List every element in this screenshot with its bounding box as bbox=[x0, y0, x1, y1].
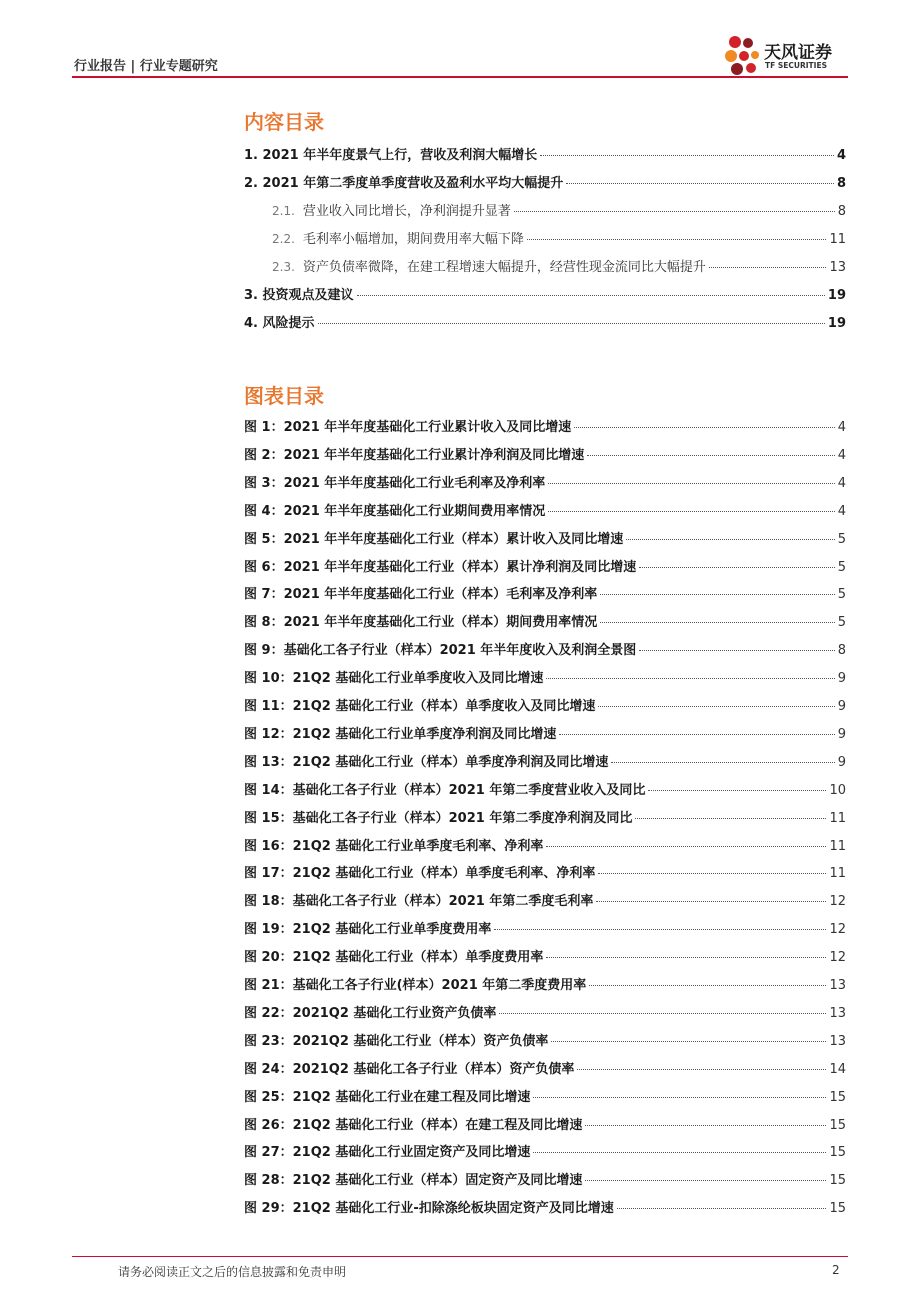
leader-dots bbox=[585, 1180, 826, 1181]
figure-entry-page: 15 bbox=[829, 1173, 846, 1189]
figure-entry[interactable] bbox=[244, 1030, 846, 1050]
toc-subentry-page: 11 bbox=[829, 232, 846, 247]
page-number: 2 bbox=[832, 1263, 840, 1277]
leader-dots bbox=[600, 594, 834, 595]
figure-entry-page: 9 bbox=[837, 754, 846, 770]
figure-entry[interactable] bbox=[244, 779, 846, 799]
toc-entry[interactable] bbox=[244, 172, 846, 192]
figure-entry-page: 15 bbox=[829, 1089, 846, 1105]
figure-entry[interactable] bbox=[244, 918, 846, 938]
leader-dots bbox=[546, 678, 834, 679]
toc-subentry-number: 2.1. bbox=[272, 204, 295, 218]
leader-dots bbox=[600, 622, 834, 623]
figure-entry[interactable] bbox=[244, 974, 846, 994]
figure-entry[interactable] bbox=[244, 416, 846, 436]
figure-entry-page: 4 bbox=[837, 475, 846, 491]
toc-subentry-number: 2.2. bbox=[272, 232, 295, 246]
figure-entry-text: 图 13：21Q2 基础化工行业（样本）单季度净利润及同比增速 bbox=[244, 754, 609, 770]
leader-dots bbox=[494, 929, 826, 930]
figure-entry[interactable] bbox=[244, 807, 846, 827]
figure-entry-page: 15 bbox=[829, 1201, 846, 1217]
figure-entry-page: 13 bbox=[829, 1033, 846, 1049]
figure-entry-page: 11 bbox=[829, 810, 846, 826]
leader-dots bbox=[577, 1069, 826, 1070]
toc-entry[interactable] bbox=[244, 284, 846, 304]
leader-dots bbox=[499, 1013, 826, 1014]
figure-entry-page: 4 bbox=[837, 503, 846, 519]
figure-entry-page: 4 bbox=[837, 420, 846, 435]
figure-entry[interactable] bbox=[244, 639, 846, 659]
toc-entry-text: 3. 投资观点及建议 bbox=[244, 288, 354, 303]
figure-entry[interactable] bbox=[244, 1058, 846, 1078]
figure-entry-page: 12 bbox=[829, 894, 846, 910]
leader-dots bbox=[357, 295, 825, 296]
figure-entry[interactable] bbox=[244, 1169, 846, 1189]
toc-entry-page: 19 bbox=[827, 316, 846, 331]
leader-dots bbox=[648, 790, 826, 791]
figure-entry-text: 图 27：21Q2 基础化工行业固定资产及同比增速 bbox=[244, 1145, 531, 1161]
leader-dots bbox=[540, 155, 834, 156]
footer-divider bbox=[72, 1256, 848, 1257]
leader-dots bbox=[566, 183, 834, 184]
figure-entry-page: 5 bbox=[837, 615, 846, 631]
figure-entry[interactable] bbox=[244, 1197, 846, 1217]
toc-entry-text: 1. 2021 年半年度景气上行，营收及利润大幅增长 bbox=[244, 148, 538, 163]
figure-entry-page: 8 bbox=[837, 643, 846, 659]
leader-dots bbox=[548, 511, 834, 512]
figure-entry-text: 图 28：21Q2 基础化工行业（样本）固定资产及同比增速 bbox=[244, 1173, 583, 1189]
tf-securities-logo bbox=[722, 34, 852, 78]
figure-entry-page: 5 bbox=[837, 587, 846, 603]
figure-entry[interactable] bbox=[244, 583, 846, 603]
figure-entry-text: 图 18：基础化工各子行业（样本）2021 年第二季度毛利率 bbox=[244, 894, 594, 910]
figure-entry[interactable] bbox=[244, 695, 846, 715]
figure-entry[interactable] bbox=[244, 611, 846, 631]
figure-entry-page: 9 bbox=[837, 699, 846, 714]
figure-entry-page: 9 bbox=[837, 726, 846, 742]
figure-entry-text: 图 6：2021 年半年度基础化工行业（样本）累计净利润及同比增速 bbox=[244, 559, 637, 575]
leader-dots bbox=[709, 267, 827, 268]
figure-entry[interactable] bbox=[244, 556, 846, 576]
toc-entry[interactable] bbox=[244, 312, 846, 332]
figure-entry-text: 图 17：21Q2 基础化工行业（样本）单季度毛利率、净利率 bbox=[244, 866, 596, 882]
figure-entry[interactable] bbox=[244, 444, 846, 464]
toc-subentry-text: 毛利率小幅增加，期间费用率大幅下降 bbox=[302, 232, 524, 247]
leader-dots bbox=[639, 650, 834, 651]
leader-dots bbox=[574, 427, 834, 428]
figure-entry[interactable] bbox=[244, 1086, 846, 1106]
report-type-header: 行业报告 | 行业专题研究 bbox=[74, 59, 218, 74]
figure-entry-page: 14 bbox=[829, 1061, 846, 1077]
toc-subentry-page: 8 bbox=[837, 204, 846, 219]
figure-entry-page: 4 bbox=[837, 447, 846, 463]
figure-entry-page: 11 bbox=[829, 838, 846, 854]
figure-entry[interactable] bbox=[244, 1002, 846, 1022]
toc-subentry-number: 2.3. bbox=[272, 260, 295, 274]
logo-petals-icon bbox=[722, 34, 764, 78]
leader-dots bbox=[514, 211, 835, 212]
figure-entry-page: 5 bbox=[837, 559, 846, 575]
logo-name: 天风证券 bbox=[764, 43, 832, 63]
figure-entry-page: 11 bbox=[829, 866, 846, 882]
disclaimer-text: 请务必阅读正文之后的信息披露和免责申明 bbox=[118, 1265, 347, 1279]
leader-dots bbox=[598, 873, 826, 874]
figure-entry-text: 图 15：基础化工各子行业（样本）2021 年第二季度净利润及同比 bbox=[244, 810, 633, 826]
figure-entry-text: 图 11：21Q2 基础化工行业（样本）单季度收入及同比增速 bbox=[244, 699, 596, 714]
leader-dots bbox=[546, 957, 826, 958]
figure-entry[interactable] bbox=[244, 723, 846, 743]
figure-entry-page: 5 bbox=[837, 531, 846, 547]
leader-dots bbox=[598, 706, 834, 707]
figures-title: 图表目录 bbox=[244, 384, 324, 408]
header-divider bbox=[72, 76, 848, 78]
toc-entry-page: 19 bbox=[827, 288, 846, 303]
figure-entry-text: 图 3：2021 年半年度基础化工行业毛利率及净利率 bbox=[244, 475, 546, 491]
figure-entry-page: 12 bbox=[829, 922, 846, 938]
toc-entry-text: 4. 风险提示 bbox=[244, 316, 315, 331]
figure-entry[interactable] bbox=[244, 751, 846, 771]
figure-entry-page: 13 bbox=[829, 978, 846, 993]
figure-entry-text: 图 10：21Q2 基础化工行业单季度收入及同比增速 bbox=[244, 671, 544, 687]
figure-entry[interactable] bbox=[244, 862, 846, 882]
figure-entry-text: 图 2：2021 年半年度基础化工行业累计净利润及同比增速 bbox=[244, 447, 585, 463]
leader-dots bbox=[596, 901, 826, 902]
figure-entry-page: 13 bbox=[829, 1005, 846, 1021]
leader-dots bbox=[617, 1208, 827, 1209]
figure-entry[interactable] bbox=[244, 528, 846, 548]
figure-entry-text: 图 21：基础化工各子行业(样本）2021 年第二季度费用率 bbox=[244, 978, 587, 993]
figure-entry-page: 15 bbox=[829, 1145, 846, 1161]
leader-dots bbox=[639, 567, 834, 568]
figure-entry-text: 图 25：21Q2 基础化工行业在建工程及同比增速 bbox=[244, 1089, 531, 1105]
figure-entry-text: 图 23：2021Q2 基础化工行业（样本）资产负债率 bbox=[244, 1033, 549, 1049]
leader-dots bbox=[546, 846, 826, 847]
toc-entry-text: 2. 2021 年第二季度单季度营收及盈利水平均大幅提升 bbox=[244, 176, 564, 191]
figure-entry-page: 12 bbox=[829, 950, 846, 966]
figure-entry-text: 图 8：2021 年半年度基础化工行业（样本）期间费用率情况 bbox=[244, 615, 598, 631]
figure-entry-text: 图 9：基础化工各子行业（样本）2021 年半年度收入及利润全景图 bbox=[244, 643, 637, 659]
leader-dots bbox=[611, 762, 834, 763]
figure-entry-page: 9 bbox=[837, 671, 846, 687]
figure-entry-text: 图 24：2021Q2 基础化工各子行业（样本）资产负债率 bbox=[244, 1061, 575, 1077]
figure-entry[interactable] bbox=[244, 835, 846, 855]
leader-dots bbox=[527, 239, 827, 240]
logo-english-name: TF SECURITIES bbox=[765, 61, 827, 70]
figure-entry[interactable] bbox=[244, 890, 846, 910]
figure-entry-text: 图 12：21Q2 基础化工行业单季度净利润及同比增速 bbox=[244, 726, 557, 742]
leader-dots bbox=[626, 539, 834, 540]
figure-entry-text: 图 14：基础化工各子行业（样本）2021 年第二季度营业收入及同比 bbox=[244, 782, 646, 798]
toc-entry-page: 8 bbox=[836, 176, 846, 191]
leader-dots bbox=[533, 1097, 826, 1098]
figure-entry-text: 图 4：2021 年半年度基础化工行业期间费用率情况 bbox=[244, 503, 546, 519]
figure-entry[interactable] bbox=[244, 1114, 846, 1134]
leader-dots bbox=[551, 1041, 826, 1042]
leader-dots bbox=[559, 734, 834, 735]
figure-entry[interactable] bbox=[244, 1141, 846, 1161]
figure-entry-text: 图 22：2021Q2 基础化工行业资产负债率 bbox=[244, 1005, 497, 1021]
figure-entry-text: 图 1：2021 年半年度基础化工行业累计收入及同比增速 bbox=[244, 420, 572, 435]
leader-dots bbox=[533, 1152, 826, 1153]
toc-subentry[interactable] bbox=[272, 200, 846, 220]
leader-dots bbox=[318, 323, 825, 324]
leader-dots bbox=[635, 818, 826, 819]
figure-entry-text: 图 20：21Q2 基础化工行业（样本）单季度费用率 bbox=[244, 950, 544, 966]
figure-entry-text: 图 5：2021 年半年度基础化工行业（样本）累计收入及同比增速 bbox=[244, 531, 624, 547]
toc-subentry[interactable] bbox=[272, 256, 846, 276]
figure-entry-text: 图 29：21Q2 基础化工行业-扣除涤纶板块固定资产及同比增速 bbox=[244, 1201, 614, 1217]
figure-entry[interactable] bbox=[244, 500, 846, 520]
contents-title: 内容目录 bbox=[244, 110, 324, 134]
figure-entry[interactable] bbox=[244, 472, 846, 492]
figure-entry-text: 图 26：21Q2 基础化工行业（样本）在建工程及同比增速 bbox=[244, 1117, 583, 1133]
toc-subentry-text: 资产负债率微降，在建工程增速大幅提升，经营性现金流同比大幅提升 bbox=[302, 260, 706, 275]
toc-subentry-page: 13 bbox=[829, 260, 846, 275]
figure-entry[interactable] bbox=[244, 667, 846, 687]
toc-subentry-text: 营业收入同比增长，净利润提升显著 bbox=[302, 204, 511, 219]
toc-entry[interactable] bbox=[244, 144, 846, 164]
figure-entry[interactable] bbox=[244, 946, 846, 966]
figure-entry-text: 图 19：21Q2 基础化工行业单季度费用率 bbox=[244, 922, 492, 938]
leader-dots bbox=[587, 455, 834, 456]
figure-entry-text: 图 16：21Q2 基础化工行业单季度毛利率、净利率 bbox=[244, 838, 544, 854]
leader-dots bbox=[585, 1125, 826, 1126]
figure-entry-page: 10 bbox=[829, 782, 846, 798]
figure-entry-text: 图 7：2021 年半年度基础化工行业（样本）毛利率及净利率 bbox=[244, 587, 598, 603]
toc-subentry[interactable] bbox=[272, 228, 846, 248]
leader-dots bbox=[548, 483, 834, 484]
toc-entry-page: 4 bbox=[836, 148, 846, 163]
figure-entry-page: 15 bbox=[829, 1117, 846, 1133]
leader-dots bbox=[589, 985, 826, 986]
